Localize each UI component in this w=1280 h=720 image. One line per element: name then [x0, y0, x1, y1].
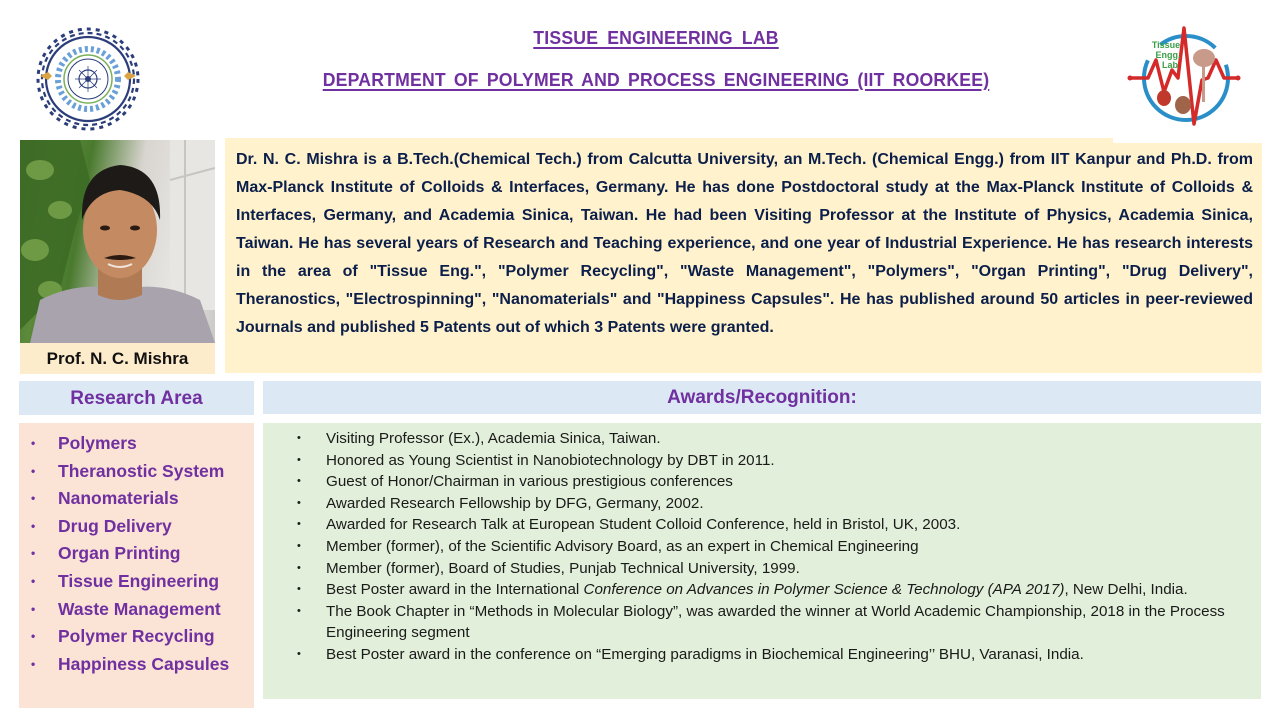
bullet-icon: • [297, 604, 301, 617]
research-item-label: Nanomaterials [58, 488, 179, 509]
award-item [263, 428, 1261, 450]
research-item [19, 540, 229, 568]
research-item-label: Polymers [58, 433, 137, 453]
awards-list [263, 428, 1261, 666]
svg-text:Lab: Lab [1161, 60, 1179, 70]
award-item [263, 493, 1261, 515]
research-item [19, 651, 229, 679]
bullet-icon: • [31, 518, 36, 533]
profile-name-caption: Prof. N. C. Mishra [20, 343, 215, 374]
award-text: Best Poster award in the International [326, 581, 584, 599]
award-text: , New Delhi, India. [1064, 581, 1188, 599]
bullet-icon: • [297, 496, 301, 509]
lab-logo-text: Tissue [1151, 40, 1181, 50]
award-text: Visiting Professor (Ex.), Academia Sinica, Taiwan. [326, 430, 661, 447]
research-item-label: Waste Management [58, 598, 221, 619]
awards-heading: Awards/Recognition: [263, 381, 1261, 414]
awards-list-box [263, 423, 1261, 699]
award-item [263, 601, 1261, 644]
research-area-list [19, 430, 229, 678]
svg-text:Engg.: Engg. [1155, 50, 1181, 60]
tissue-engg-lab-logo-icon [1126, 20, 1244, 132]
bullet-icon: • [31, 573, 36, 588]
research-item [19, 430, 229, 458]
bullet-icon: • [31, 546, 36, 561]
award-text: The Book Chapter in “Methods in Molecular Biology”, was awarded the winner at World Academic Championship, 2018 in the Process Engineering segment [326, 602, 1225, 642]
bullet-icon: • [297, 432, 301, 444]
award-item [263, 471, 1261, 493]
research-area-heading: Research Area [19, 381, 254, 415]
department-title: DEPARTMENT OF POLYMER AND PROCESS ENGINEERING (IIT ROORKEE) [322, 70, 990, 90]
award-text: Awarded Research Fellowship by DFG, Germany, 2002. [326, 494, 704, 512]
award-text: Member (former), Board of Studies, Punjab Technical University, 1999. [326, 559, 800, 577]
research-item [19, 458, 229, 486]
research-area-list-box [19, 423, 254, 708]
research-item-label: Happiness Capsules [58, 653, 230, 674]
bullet-icon: • [297, 475, 301, 488]
award-item [263, 579, 1261, 601]
bullet-icon: • [31, 463, 36, 478]
research-item-label: Polymer Recycling [58, 626, 215, 647]
award-text: Awarded for Research Talk at European Student Colloid Conference, held in Bristol, UK, 2003. [326, 516, 961, 534]
bullet-icon: • [297, 453, 301, 466]
award-text: Member (former), of the Scientific Advisory Board, as an expert in Chemical Engineering [326, 537, 919, 555]
research-item-label: Drug Delivery [58, 515, 172, 536]
award-item [263, 450, 1261, 472]
bullet-icon: • [31, 491, 36, 506]
research-item [19, 568, 229, 596]
research-item-label: Tissue Engineering [58, 570, 220, 591]
award-text: Best Poster award in the conference on “Emerging paradigms in Biochemical Engineering’’ BHU, Varanasi, India. [326, 645, 1084, 663]
research-item-label: Organ Printing [58, 543, 181, 564]
bullet-icon: • [297, 539, 301, 552]
bullet-icon: • [31, 656, 36, 671]
research-item [19, 513, 229, 541]
research-item-label: Theranostic System [58, 460, 225, 481]
bullet-icon: • [297, 583, 301, 596]
award-item [263, 536, 1261, 558]
iit-roorkee-emblem-icon [34, 26, 142, 132]
award-item [263, 558, 1261, 580]
award-conference-name: Conference on Advances in Polymer Science & Technology (APA 2017) [583, 581, 1065, 599]
bullet-icon: • [297, 518, 301, 531]
bullet-icon: • [31, 436, 36, 450]
research-item [19, 623, 229, 651]
portrait-photo [20, 140, 215, 343]
bullet-icon: • [297, 647, 301, 660]
award-item [263, 644, 1261, 666]
award-text: Honored as Young Scientist in Nanobiotechnology by DBT in 2011. [326, 451, 775, 469]
bullet-icon: • [31, 601, 36, 616]
lab-title: TISSUE ENGINEERING LAB [533, 28, 779, 48]
award-item [263, 514, 1261, 536]
bullet-icon: • [31, 629, 36, 644]
research-item [19, 596, 229, 624]
award-text: Guest of Honor/Chairman in various prestigious conferences [326, 473, 733, 491]
research-item [19, 485, 229, 513]
bullet-icon: • [297, 561, 301, 574]
bio-text: Dr. N. C. Mishra is a B.Tech.(Chemical Tech.) from Calcutta University, an M.Tech. (Chemical Engg.) from IIT Kanpur and Ph.D. from Max-Planck Institute of Colloids & Interfaces, Germany. He has done Postdoctoral study at the Max-Planck Institute of Colloids & Interfaces, Germany, and Academia Sinica, Taiwan. He had been Visiting Professor at the Institute of Physics, Academia Sinica, Taiwan. He has several years of Research and Teaching experience, and one year of Industrial Experience. He has research interests in the area of "Tissue Eng.", "Polymer Recycling", "Waste Management", "Polymers", "Organ Printing", "Drug Delivery", Theranostics, "Electrospinning", "Nanomaterials" and "Happiness Capsules". He has published around 50 articles in peer-reviewed Journals and published 5 Patents out of which 3 Patents were granted. [236, 151, 1253, 336]
